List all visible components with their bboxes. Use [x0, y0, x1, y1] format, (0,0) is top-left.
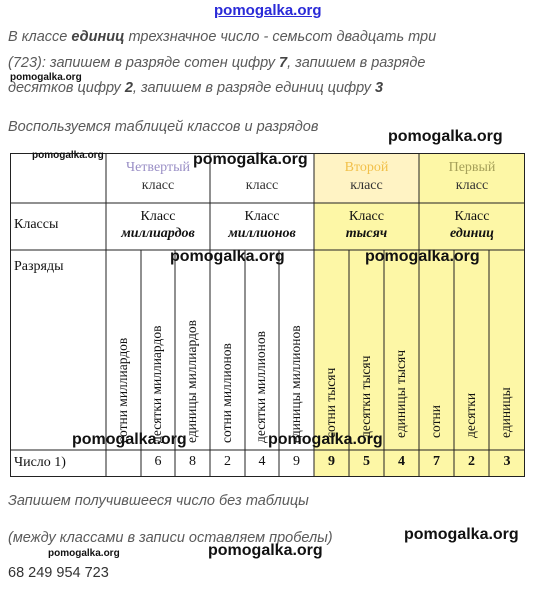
intro-text: десятков цифру [8, 80, 125, 96]
intro-bold: 7 [279, 55, 288, 71]
class-name-word: Класс [140, 209, 176, 224]
watermark-small: pomogalka.org [32, 150, 104, 161]
table-intro: Воспользуемся таблицей классов и разрядов [8, 119, 319, 135]
watermark-small: pomogalka.org [10, 72, 82, 83]
digit-value: 2 [224, 454, 231, 469]
digit-name: единицы [498, 387, 513, 438]
watermark-top[interactable]: pomogalka.org [214, 2, 322, 19]
intro-text: трехзначное число - семьсот двадцать три [124, 29, 437, 45]
class-name-millions [210, 208, 314, 242]
digit-value: 6 [154, 454, 162, 469]
digit-value: 5 [363, 454, 370, 469]
watermark-large: pomogalka.org [208, 542, 323, 559]
watermark-large: pomogalka.org [72, 431, 187, 448]
outro-line-2: (между классами в записи оставляем пробелы) [8, 530, 333, 546]
class-name-thousands [314, 208, 419, 242]
row-label-digits: Разряды [14, 259, 64, 274]
class-name-word: Класс [244, 209, 280, 224]
digit-name: сотни миллиардов [114, 337, 130, 443]
digit-value: 9 [328, 454, 335, 469]
digit-name: десятки [462, 392, 478, 438]
intro-text: В классе [8, 29, 72, 45]
outro-line-1: Запишем получившееся число без таблицы [8, 493, 309, 509]
watermark-large: pomogalka.org [268, 431, 383, 448]
class-header-sub: класс [141, 178, 175, 193]
digit-name: десятки тысяч [357, 355, 373, 438]
row-label-number: Число 1) [14, 455, 66, 470]
class-header-sub: класс [350, 178, 383, 193]
intro-text: , запишем в разряде единиц цифру [132, 80, 375, 96]
watermark-large: pomogalka.org [193, 151, 308, 168]
digit-name: единицы миллиардов [183, 319, 199, 443]
intro-line-3 [8, 77, 383, 99]
class-name: единиц [450, 226, 494, 241]
class-name-billions [106, 208, 210, 242]
digit-value: 4 [258, 454, 266, 469]
digit-name: единицы миллионов [287, 325, 303, 443]
digit-value: 8 [189, 454, 196, 469]
class-name: тысяч [345, 226, 388, 241]
digit-value: 4 [398, 454, 405, 469]
intro-bold: единиц [71, 29, 125, 45]
result-number: 68 249 954 723 [8, 565, 109, 581]
digit-value: 3 [503, 454, 511, 469]
digit-value: 9 [293, 454, 300, 469]
classes-table [10, 150, 525, 477]
watermark-large: pomogalka.org [388, 128, 503, 145]
digit-value: 7 [433, 454, 440, 469]
class-header-word: Первый [448, 160, 496, 175]
digit-name: сотни [427, 405, 443, 438]
digit-name: единицы тысяч [392, 350, 408, 438]
digit-name: десятки миллиардов [149, 325, 164, 443]
class-name-word: Класс [454, 209, 490, 224]
class-header-1 [419, 159, 525, 195]
intro-bold: 2 [124, 80, 133, 96]
class-name-word: Класс [349, 209, 384, 224]
watermark-small: pomogalka.org [48, 548, 120, 559]
watermark-large: pomogalka.org [170, 248, 285, 265]
digit-value: 2 [468, 454, 475, 469]
class-header-2 [314, 159, 419, 195]
class-name-units [419, 208, 525, 242]
class-header-word: Четвертый [125, 160, 190, 175]
digit-name: десятки миллионов [253, 330, 268, 443]
class-header-sub: класс [455, 178, 489, 193]
class-name: миллионов [228, 226, 296, 241]
digit-name: сотни миллионов [218, 343, 234, 443]
intro-text: , запишем в разряде [287, 55, 426, 71]
row-label-classes: Классы [14, 217, 59, 232]
intro-text: (723): запишем в разряде сотен цифру [8, 55, 280, 71]
intro-line-1 [8, 26, 436, 48]
class-header-word: Второй [344, 160, 389, 175]
class-header-sub: класс [245, 178, 279, 193]
digit-name: сотни тысяч [322, 367, 338, 438]
watermark-large: pomogalka.org [365, 248, 480, 265]
class-name: миллиардов [121, 226, 195, 241]
intro-bold: 3 [374, 80, 384, 96]
watermark-large: pomogalka.org [404, 526, 519, 543]
intro-line-2 [8, 52, 425, 74]
